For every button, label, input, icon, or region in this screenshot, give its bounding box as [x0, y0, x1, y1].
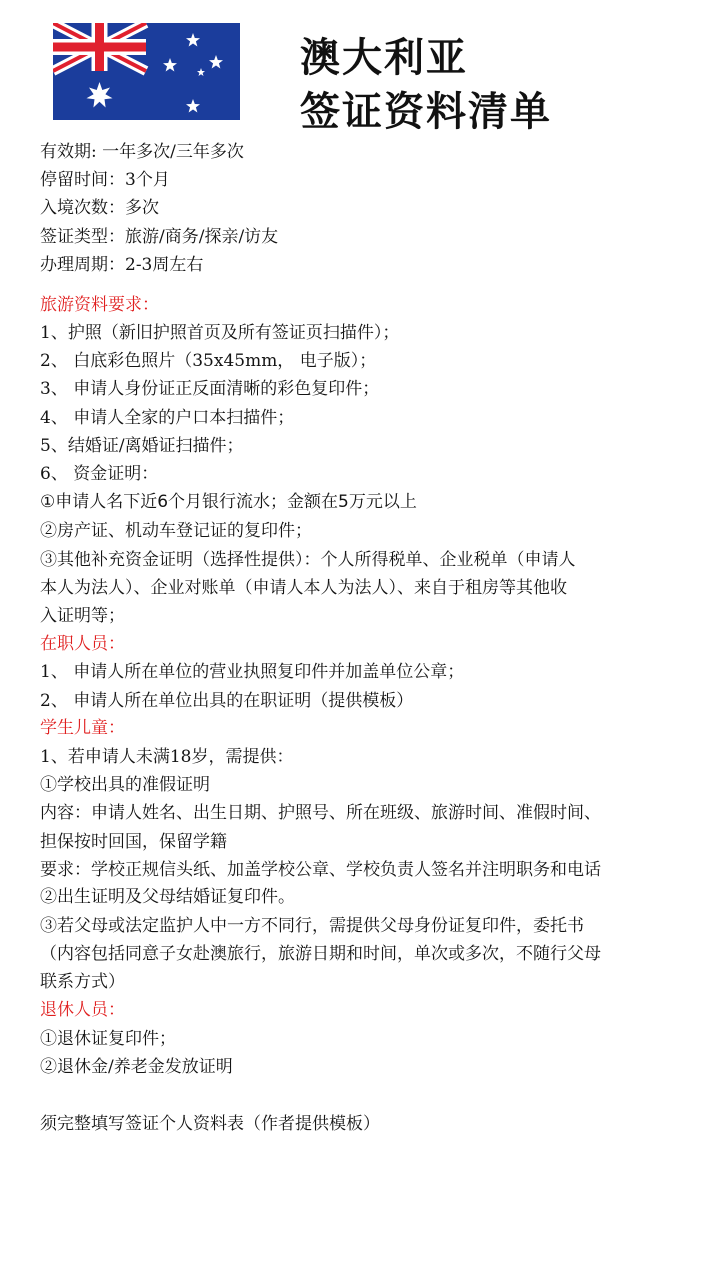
retired-heading: 退休人员： [40, 1000, 125, 1020]
list-item: ①退休证复印件； [40, 1029, 176, 1049]
info-entries: 入境次数：多次 [40, 198, 159, 218]
list-item: 联系方式） [40, 972, 125, 992]
list-item: 1、护照（新旧护照首页及所有签证页扫描件）； [40, 323, 400, 343]
travel-heading: 旅游资料要求： [40, 295, 159, 315]
list-item: 入证明等； [40, 606, 125, 626]
list-item: 1、若申请人未满18岁，需提供： [40, 747, 294, 767]
list-item: 6、 资金证明： [40, 464, 159, 484]
employed-heading: 在职人员： [40, 634, 125, 654]
list-item: 要求：学校正规信头纸、加盖学校公章、学校负责人签名并注明职务和电话 [40, 860, 601, 880]
list-item: 3、 申请人身份证正反面清晰的彩色复印件； [40, 379, 380, 399]
info-processing: 办理周期：2-3周左右 [40, 255, 204, 275]
list-item: 本人为法人）、企业对账单（申请人本人为法人）、来自于租房等其他收 [40, 578, 567, 598]
australia-flag-icon [53, 23, 240, 120]
page-title-line2: 签证资料清单 [300, 89, 552, 135]
info-validity: 有效期: 一年多次/三年多次 [40, 142, 244, 162]
list-item: 担保按时回国，保留学籍 [40, 832, 227, 852]
list-item: ①学校出具的准假证明 [40, 775, 210, 795]
list-item: 5、结婚证/离婚证扫描件； [40, 436, 244, 456]
student-heading: 学生儿童： [40, 718, 125, 738]
list-item: ③若父母或法定监护人中一方不同行，需提供父母身份证复印件，委托书 [40, 916, 584, 936]
page-title-line1: 澳大利亚 [300, 35, 468, 81]
list-item: 2、 申请人所在单位出具的在职证明（提供模板） [40, 691, 414, 711]
list-item: 4、 申请人全家的户口本扫描件； [40, 408, 295, 428]
info-visa-type: 签证类型：旅游/商务/探亲/访友 [40, 227, 279, 247]
list-item: ③其他补充资金证明（选择性提供）：个人所得税单、企业税单（申请人 [40, 550, 576, 570]
list-item: 内容：申请人姓名、出生日期、护照号、所在班级、旅游时间、准假时间、 [40, 803, 601, 823]
info-stay: 停留时间：3个月 [40, 170, 170, 190]
list-item: 1、 申请人所在单位的营业执照复印件并加盖单位公章； [40, 662, 465, 682]
list-item: （内容包括同意子女赴澳旅行，旅游日期和时间，单次或多次，不随行父母 [40, 944, 601, 964]
list-item: ②房产证、机动车登记证的复印件； [40, 521, 312, 541]
list-item: ②退休金/养老金发放证明 [40, 1057, 233, 1077]
list-item: ②出生证明及父母结婚证复印件。 [40, 887, 295, 907]
list-item: 2、 白底彩色照片（35x45mm， 电子版）； [40, 351, 377, 371]
footer-note: 须完整填写签证个人资料表（作者提供模板） [40, 1114, 380, 1134]
list-item: ①申请人名下近6个月银行流水；金额在5万元以上 [40, 492, 417, 512]
